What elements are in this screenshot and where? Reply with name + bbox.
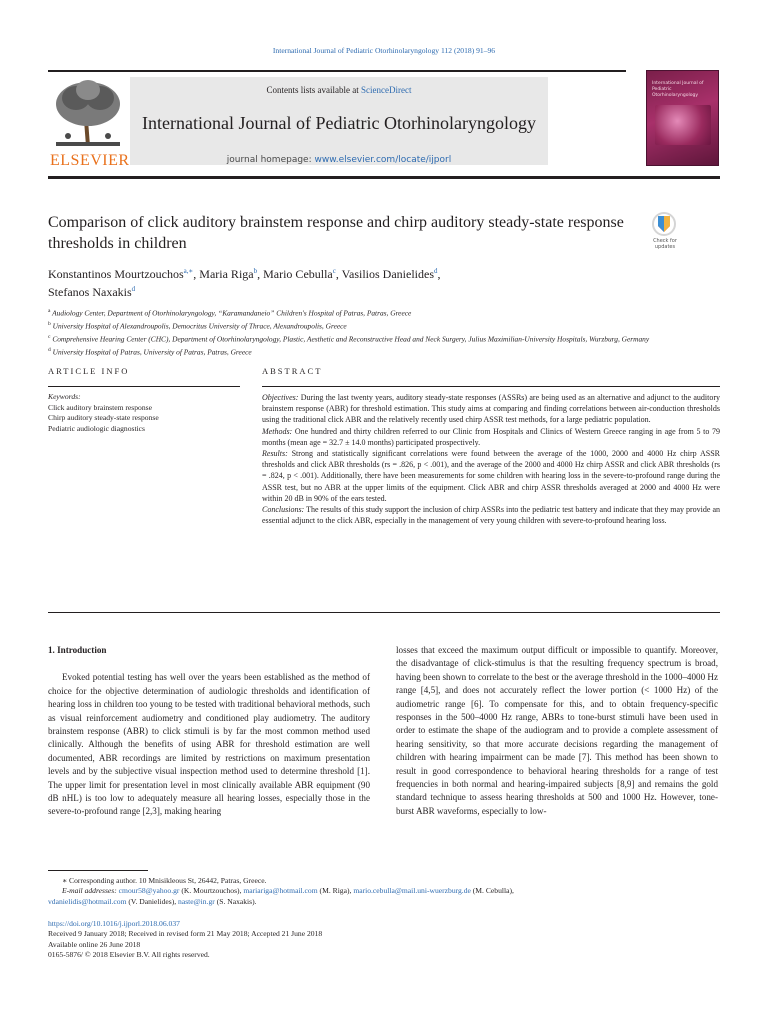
abstract-heading: ABSTRACT — [262, 366, 323, 376]
received-dates: Received 9 January 2018; Received in revised form 21 May 2018; Accepted 21 June 2018 — [48, 929, 323, 939]
email-label: E-mail addresses: — [62, 886, 117, 896]
journal-header — [48, 70, 626, 170]
abstract-body — [262, 392, 720, 526]
affiliation-text: Comprehensive Hearing Center (CHC), Department of Otorhinolaryngology, Plastic, Aesthetic and Reconstructive Head and Neck Surgery, Julius Maximilian-University Hospitals, Wurzburg, Germany — [52, 334, 650, 344]
abstract-methods — [262, 426, 720, 448]
author-affiliation-mark[interactable]: c — [332, 267, 336, 275]
keyword-item: Pediatric audiologic diagnostics — [48, 423, 146, 433]
affiliation-text: University Hospital of Patras, University of Patras, Patras, Greece — [52, 347, 252, 357]
abstract-text: Strong and statistically significant correlations were found between the average of the 1000, 2000 and 4000 Hz chirp ASSR thresholds and click ABR thresholds (rs = .826, p < .001), and the average of the 2000 and 4000 Hz chirp ASSR and click ABR thresholds (rs = .824, p < .001). Additionally, there have been measurements for some children with hearing loss in the severe-to-profound range during the ASSR test, but no ABR at the upper limits of the equipment. Click ABR and chirp ASSR thresholds averaged at 2000 and 4000 Hz were within 20 dB in 90% of the ears tested. — [262, 449, 721, 503]
email-link[interactable]: cmour58@yahoo.gr — [118, 886, 180, 896]
email-owner: (S. Naxakis). — [216, 896, 257, 906]
journal-citation[interactable]: International Journal of Pediatric Otorhinolaryngology 112 (2018) 91–96 — [272, 46, 496, 55]
keyword-item: Chirp auditory steady-state response — [48, 413, 159, 422]
article-info-divider — [48, 386, 240, 387]
doi-link[interactable]: https://doi.org/10.1016/j.ijporl.2018.06.037 — [48, 919, 180, 928]
keywords-block — [48, 392, 240, 434]
author-affiliation-mark[interactable]: b — [253, 267, 258, 275]
body-paragraph: losses that exceed the maximum output difficult or impossible to quantify. Moreover, the disadvantage of click-stimulus is that the resulting frequency spectrum is broad, having been shown to correlate to the best or the average threshold in the 1000–4000 Hz range [4,5], and does not accurately reflect the lower portion (< 1000 Hz) of the audiometric range [6]. To compensate for this, and to obtain frequency-specific responses in the 500–4000 Hz range, ABRs to tone-burst stimuli have been used in order to estimate the shape of the audiogram and to provide a complete assessment of hearing sensitivity, so that more accurate decisions regarding the management of children with hearing impairment can be made [7]. This method has been shown to result in good correspondence to behavioral hearing thresholds for a range of test frequencies in both normal and hearing-impaired subjects [8,9] and remains the gold standard technique to assess hearing thresholds at 500 and 1000 Hz. However, tone-burst ABR waveforms, especially to low- — [396, 645, 718, 816]
abstract-bottom-divider — [48, 612, 720, 613]
body-paragraph: Evoked potential testing has well over the years been established as the method of choice for the objective determination of audiologic thresholds and identification of hearing loss in children too young to be tested with traditional behavioral methods, such as visual reinforcement audiometry and conditioned play audiometry. The auditory brainstem response (ABR) to click stimuli is by far the most common method used clinically. Although the benefits of using ABR for threshold estimation are well documented, ABR recordings are limited by restrictions on maximum presentation levels and by the subjective visual inspection method used to determine threshold [1]. The upper limit for presentation level in most clinically available ABR equipment (90 dB nHL) is too low to adequately measure all hearing losses, especially those in the severe-to-profound range [2,3], making hearing — [48, 672, 370, 817]
author-name[interactable]: Mario Cebulla — [263, 267, 333, 281]
abstract-text: The results of this study support the inclusion of chirp ASSRs into the pediatric test battery and indicate that they may provide an essential adjunct to the click ABR, especially in the management of very young children with severe-to-profound hearing loss. — [262, 505, 721, 526]
contents-prefix: Contents lists available at — [266, 85, 361, 95]
elsevier-wordmark: ELSEVIER — [50, 152, 130, 169]
email-link[interactable]: mario.cebulla@mail.uni-wuerzburg.de — [353, 886, 471, 896]
email-owner: (K. Mourtzouchos), — [181, 886, 242, 896]
author-affiliation-mark[interactable]: d — [131, 285, 136, 293]
homepage-link[interactable]: www.elsevier.com/locate/ijporl — [314, 155, 452, 165]
author-name[interactable]: Vasilios Danielides — [341, 267, 434, 281]
affiliation-text: Audiology Center, Department of Otorhinolaryngology, “Karamandaneio” Children's Hospital of Patras, Patras, Greece — [52, 308, 412, 318]
email-owner: (M. Cebulla), — [472, 886, 514, 896]
email-link[interactable]: vdanielidis@hotmail.com — [48, 896, 127, 906]
elsevier-tree-logo — [48, 76, 128, 168]
abstract-label: Conclusions: — [262, 505, 305, 515]
cover-title: International Journal of Pediatric Otorhinolaryngology — [652, 81, 704, 98]
keyword-item: Click auditory brainstem response — [48, 402, 152, 412]
abstract-text: One hundred and thirty children referred to our Clinic from Hospitals and Clinics of Western Greece ranging in age from 5 to 79 months (mean age = 32.7 ± 14.0 months) participated prospectively. — [262, 426, 720, 447]
publication-info — [48, 919, 720, 961]
abstract-label: Results: — [262, 449, 288, 459]
affiliation-text: University Hospital of Alexandroupolis, Democritus University of Thrace, Alexandroupolis, Greece — [52, 321, 347, 331]
article-title: Comparison of click auditory brainstem response and chirp auditory steady-state response thresholds in children — [48, 214, 624, 252]
sciencedirect-link[interactable]: ScienceDirect — [361, 85, 412, 95]
crossmark-badge[interactable] — [648, 212, 682, 256]
affiliation-item — [48, 345, 688, 358]
author-name[interactable]: Maria Riga — [199, 267, 254, 281]
email-owner: (V. Danielides), — [128, 896, 177, 906]
section-heading-introduction: 1. Introduction — [48, 645, 107, 655]
email-link[interactable]: mariariga@hotmail.com — [243, 886, 318, 896]
corresponding-author-note: ∗ Corresponding author. 10 Mnisikleous St, 26442, Patras, Greece. — [62, 876, 267, 885]
journal-header-box — [130, 77, 548, 165]
affiliation-item — [48, 332, 688, 345]
email-link[interactable]: naste@in.gr — [178, 896, 215, 906]
footnotes — [48, 876, 720, 907]
affiliation-mark: d — [48, 346, 51, 353]
affiliations — [48, 306, 688, 358]
abstract-results — [262, 448, 720, 504]
header-divider — [48, 176, 720, 179]
affiliation-item — [48, 319, 688, 332]
affiliation-mark: b — [48, 320, 51, 327]
author-name[interactable]: Konstantinos Mourtzouchos — [48, 267, 184, 281]
abstract-label: Methods: — [262, 426, 293, 436]
keywords-label: Keywords: — [48, 392, 81, 401]
body-column-right — [396, 644, 718, 818]
footnote-divider — [48, 870, 148, 871]
author-list: Konstantinos Mourtzouchos$^{a,∗}$, Maria Riga$^b$, Mario Cebulla$^c$, Vasilios Danielides$^d$, Stefanos Naxakis$^d$ — [48, 267, 441, 299]
crossmark-label: Check for updates — [653, 238, 677, 250]
email-owner: (M. Riga), — [319, 886, 352, 896]
author-affiliation-mark[interactable]: a,∗ — [183, 267, 194, 275]
journal-title: International Journal of Pediatric Otorhinolaryngology — [142, 113, 536, 133]
abstract-label: Objectives: — [262, 393, 299, 402]
affiliation-mark: a — [48, 308, 51, 314]
crossmark-icon — [652, 212, 676, 236]
affiliation-item — [48, 306, 688, 319]
abstract-text: During the last twenty years, auditory steady-state responses (ASSRs) are being used as an alternative and adjunct to the auditory brainstem response (ABR) for threshold estimation. This study aims at comparing and finding correlations between air-conduction thresholds using the traditional click ABR and the relatively recently used chirp ASSR test methods, for a large pediatric population. — [262, 393, 721, 425]
abstract-conclusions — [262, 504, 720, 526]
homepage-prefix: journal homepage: — [226, 155, 315, 165]
journal-homepage — [130, 155, 548, 165]
cover-image — [655, 105, 711, 145]
author-name[interactable]: Stefanos Naxakis — [48, 285, 132, 299]
available-online: Available online 26 June 2018 — [48, 939, 141, 949]
body-column-left — [48, 644, 370, 819]
contents-line — [130, 85, 548, 95]
email-addresses-cont — [48, 897, 720, 907]
abstract-objectives — [262, 392, 720, 426]
abstract-divider — [262, 386, 720, 387]
affiliation-mark: c — [48, 333, 51, 340]
copyright: 0165-5876/ © 2018 Elsevier B.V. All rights reserved. — [48, 950, 210, 960]
journal-cover-thumbnail[interactable] — [646, 70, 719, 166]
email-addresses — [48, 886, 720, 896]
author-affiliation-mark[interactable]: d — [434, 267, 438, 275]
article-info-heading: ARTICLE INFO — [48, 366, 130, 376]
